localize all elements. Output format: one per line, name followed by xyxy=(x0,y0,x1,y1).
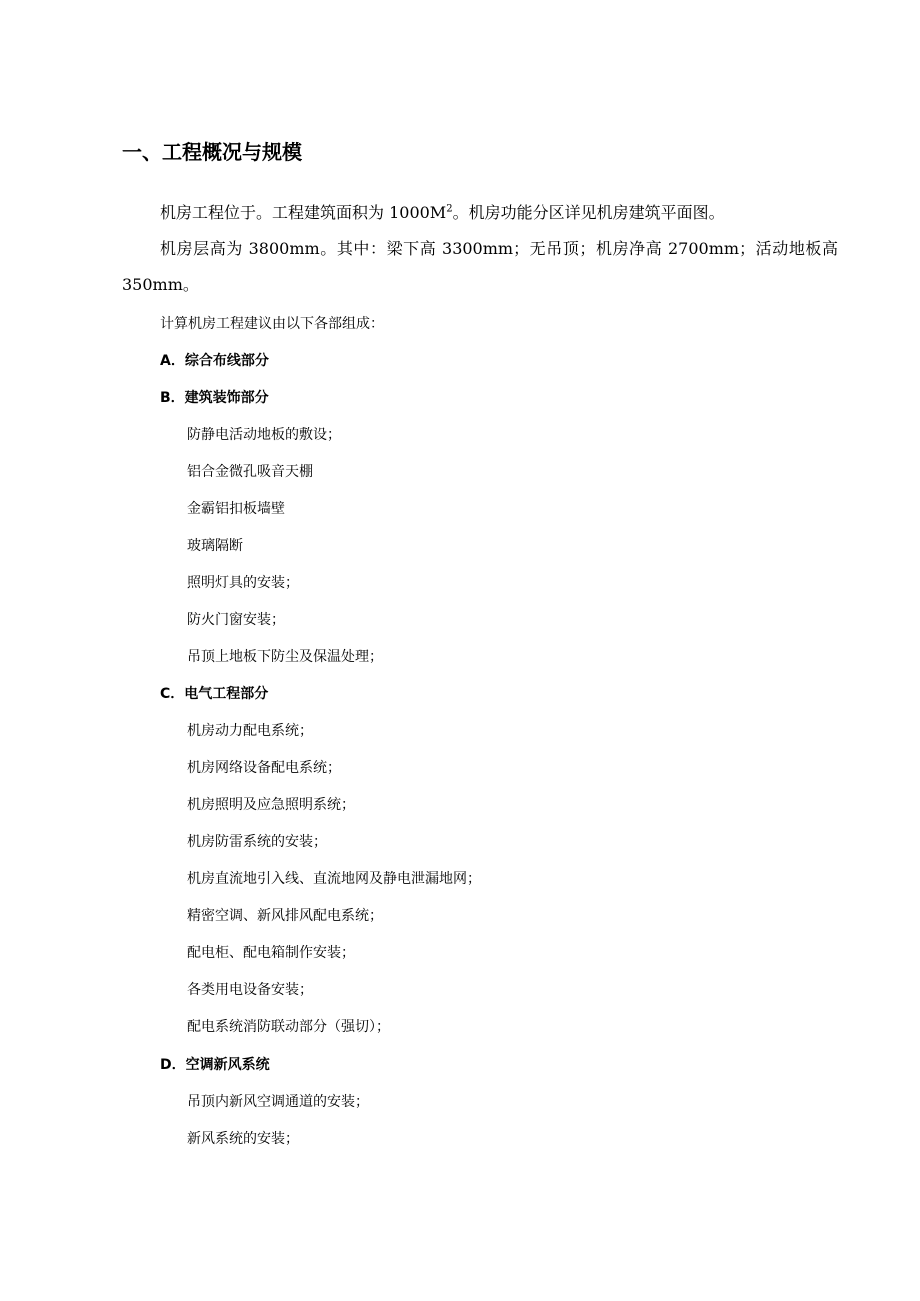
list-item: 机房直流地引入线、直流地网及静电泄漏地网； xyxy=(187,871,481,887)
paragraph-height: 机房层高为 3800mm。其中：梁下高 3300mm；无吊顶；机房净高 2700mm；活动地板高 350mm。 xyxy=(122,239,838,294)
section-a-heading: A．综合布线部分 xyxy=(160,353,269,369)
list-item: 新风系统的安装； xyxy=(187,1131,299,1147)
list-item: 机房网络设备配电系统； xyxy=(187,760,341,776)
section-b-heading: B．建筑装饰部分 xyxy=(160,390,269,406)
list-item: 防静电活动地板的敷设； xyxy=(187,427,341,443)
paragraph-location-tail: 。机房功能分区详见机房建筑平面图。 xyxy=(452,203,725,222)
area-unit-superscript: 2 xyxy=(446,203,453,215)
paragraph-location xyxy=(122,195,838,231)
list-item: 防火门窗安装； xyxy=(187,612,285,628)
composition-intro: 计算机房工程建议由以下各部组成： xyxy=(160,316,384,332)
list-item: 吊顶内新风空调通道的安装； xyxy=(187,1094,369,1110)
list-item: 机房动力配电系统； xyxy=(187,723,313,739)
section-d-heading: D．空调新风系统 xyxy=(160,1057,270,1073)
list-item: 吊顶上地板下防尘及保温处理； xyxy=(187,649,383,665)
section-c-heading: C．电气工程部分 xyxy=(160,686,269,702)
paragraph-location-text: 机房工程位于。工程建筑面积为 1000M xyxy=(160,203,447,222)
list-item: 配电系统消防联动部分（强切）； xyxy=(187,1019,390,1035)
list-item: 铝合金微孔吸音天棚 xyxy=(187,464,313,480)
list-item: 机房防雷系统的安装； xyxy=(187,834,327,850)
list-item: 金霸铝扣板墙壁 xyxy=(187,501,285,517)
list-item: 照明灯具的安装； xyxy=(187,575,299,591)
list-item: 各类用电设备安装； xyxy=(187,982,313,998)
list-item: 玻璃隔断 xyxy=(187,538,243,554)
list-item: 精密空调、新风排风配电系统； xyxy=(187,908,383,924)
list-item: 机房照明及应急照明系统； xyxy=(187,797,355,813)
section-title: 一、工程概况与规模 xyxy=(122,140,302,164)
list-item: 配电柜、配电箱制作安装； xyxy=(187,945,355,961)
